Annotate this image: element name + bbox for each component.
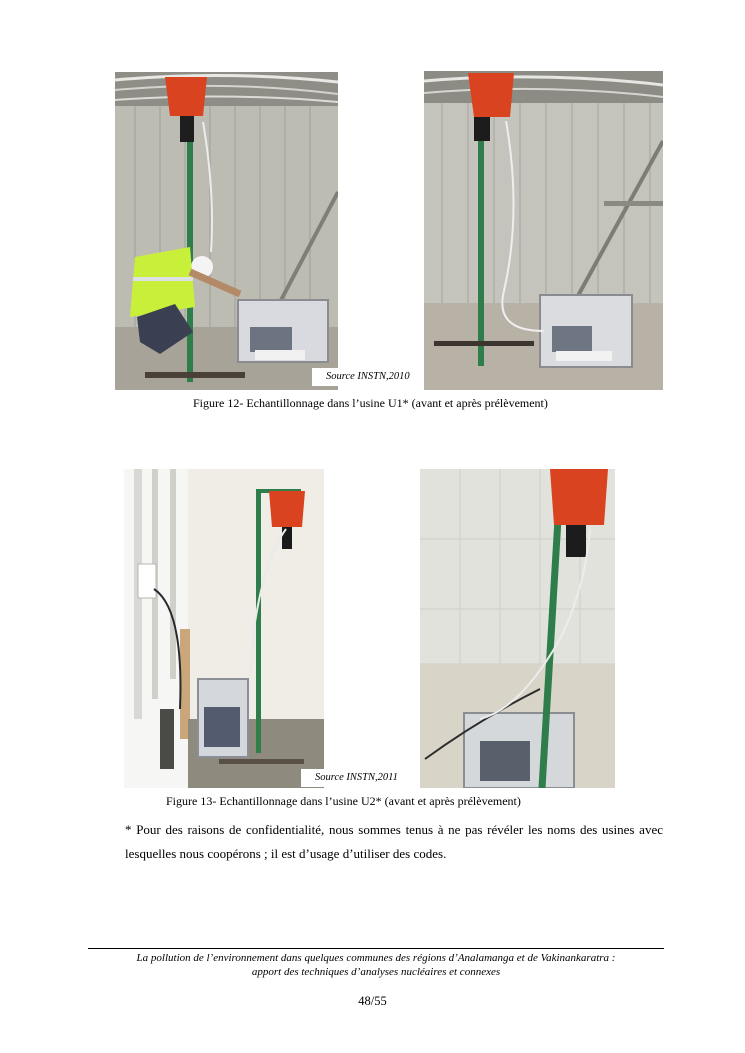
confidentiality-note: * Pour des raisons de confidentialité, nous sommes tenus à ne pas révéler les noms des usines avec lesquelles nous coopérons ; il est d’usage d’utiliser des codes.: [125, 822, 663, 861]
running-footer: [88, 951, 664, 979]
footer-line-1: La pollution de l’environnement dans quelques communes des régions d’Analamanga et de Vakinankaratra :: [136, 952, 616, 964]
page-number: 48/55: [358, 994, 387, 1008]
figure12-caption: Figure 12- Echantillonnage dans l’usine U1* (avant et après prélèvement): [193, 396, 548, 410]
footer-line-2: apport des techniques d’analyses nucléaires et connexes: [251, 966, 501, 978]
footer-divider: [88, 948, 664, 949]
photo-u1-before: [115, 72, 338, 390]
photo-u2-before: [124, 469, 324, 788]
figure13-caption: Figure 13- Echantillonnage dans l’usine U2* (avant et après prélèvement): [166, 794, 521, 808]
figure12-source: Source INSTN,2010: [312, 368, 420, 386]
figure13-source: Source INSTN,2011: [301, 769, 408, 787]
photo-u2-after: [420, 469, 615, 788]
photo-u1-after: [424, 71, 663, 390]
